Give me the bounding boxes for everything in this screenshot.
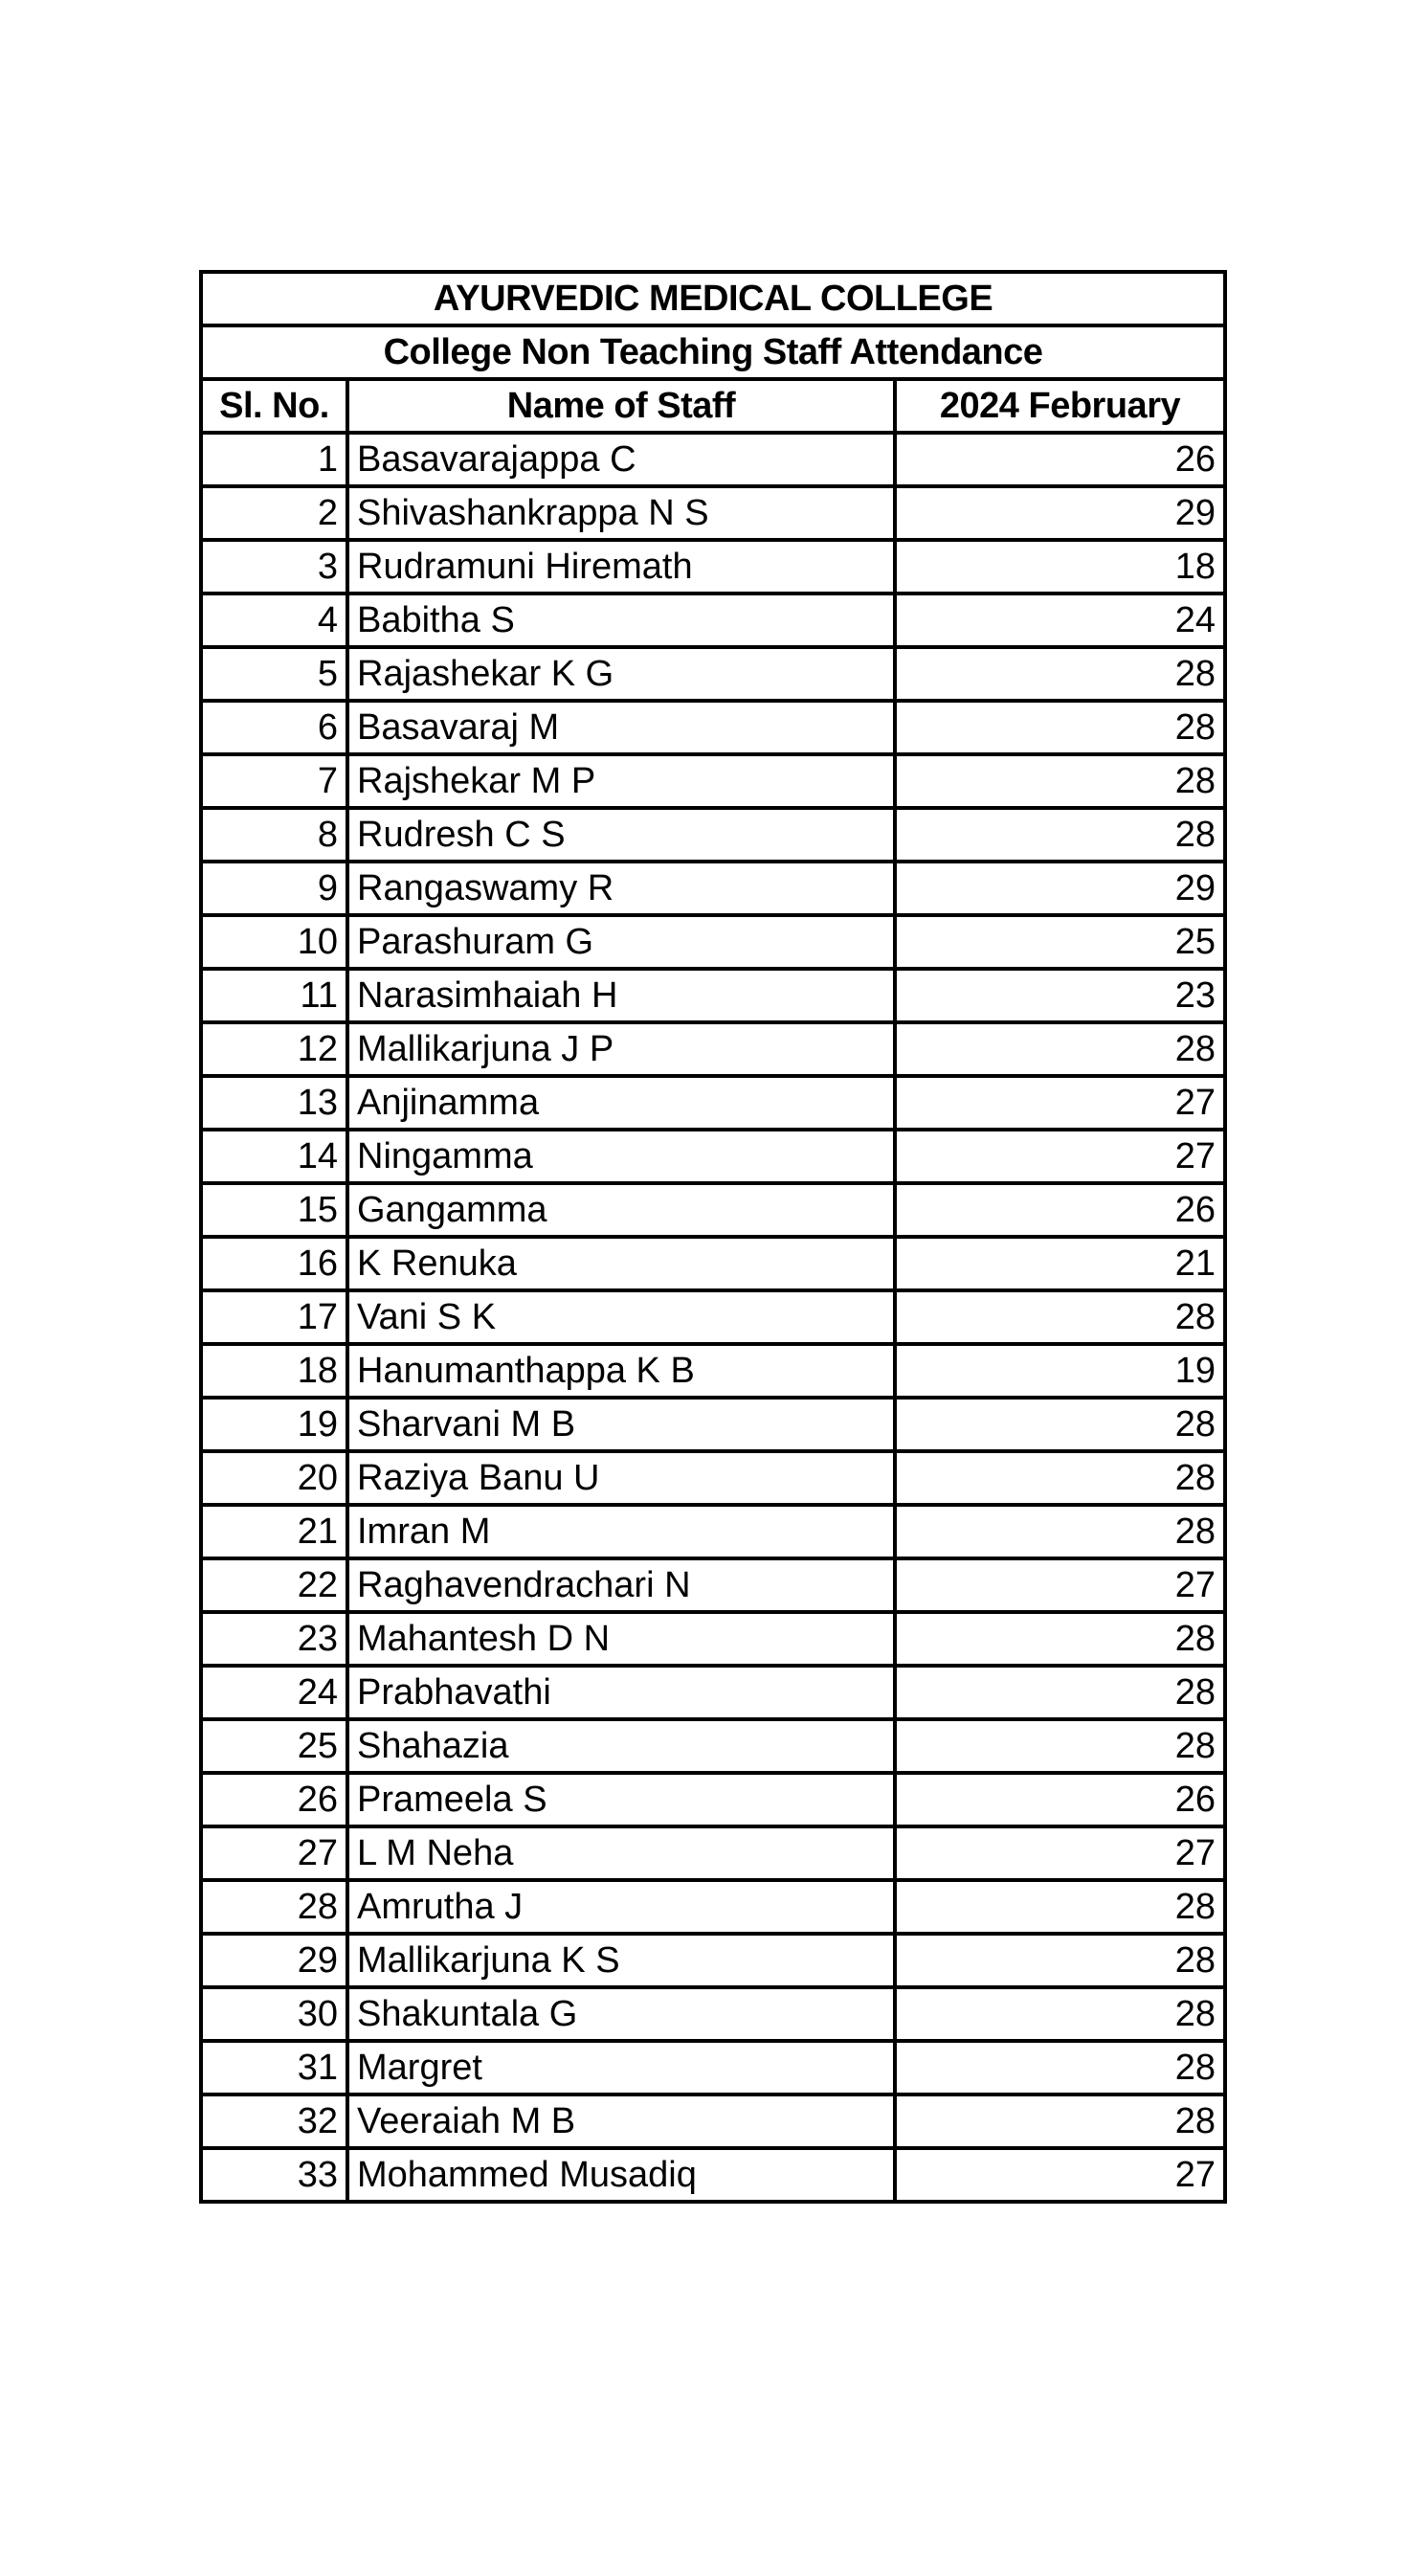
table-row bbox=[201, 1773, 1225, 1826]
attendance-days-cell: 23 bbox=[895, 969, 1225, 1022]
attendance-days-cell: 27 bbox=[895, 1826, 1225, 1880]
table-row bbox=[201, 915, 1225, 969]
sl-no-cell: 21 bbox=[201, 1505, 347, 1558]
staff-name-cell: Raghavendrachari N bbox=[347, 1558, 895, 1612]
sheet-subtitle: College Non Teaching Staff Attendance bbox=[201, 325, 1225, 379]
table-row bbox=[201, 1183, 1225, 1237]
attendance-days-cell: 28 bbox=[895, 1880, 1225, 1934]
sl-no-cell: 4 bbox=[201, 594, 347, 647]
staff-name-cell: Imran M bbox=[347, 1505, 895, 1558]
sl-no-cell: 1 bbox=[201, 433, 347, 486]
attendance-days-cell: 27 bbox=[895, 1076, 1225, 1130]
attendance-days-cell: 27 bbox=[895, 1558, 1225, 1612]
attendance-days-cell: 28 bbox=[895, 2041, 1225, 2094]
attendance-days-cell: 28 bbox=[895, 1451, 1225, 1505]
staff-name-cell: Mahantesh D N bbox=[347, 1612, 895, 1666]
attendance-days-cell: 24 bbox=[895, 594, 1225, 647]
sl-no-cell: 23 bbox=[201, 1612, 347, 1666]
table-row bbox=[201, 1451, 1225, 1505]
attendance-days-cell: 28 bbox=[895, 1022, 1225, 1076]
table-row bbox=[201, 1826, 1225, 1880]
attendance-days-cell: 28 bbox=[895, 1719, 1225, 1773]
attendance-days-cell: 28 bbox=[895, 647, 1225, 701]
attendance-days-cell: 27 bbox=[895, 2148, 1225, 2202]
staff-name-cell: Basavarajappa C bbox=[347, 433, 895, 486]
attendance-days-cell: 29 bbox=[895, 862, 1225, 915]
staff-name-cell: Rajshekar M P bbox=[347, 754, 895, 808]
sl-no-cell: 3 bbox=[201, 540, 347, 594]
staff-name-cell: Anjinamma bbox=[347, 1076, 895, 1130]
sl-no-cell: 28 bbox=[201, 1880, 347, 1934]
title-row bbox=[201, 272, 1225, 325]
staff-name-cell: Gangamma bbox=[347, 1183, 895, 1237]
sl-no-cell: 18 bbox=[201, 1344, 347, 1398]
table-row bbox=[201, 2094, 1225, 2148]
table-row bbox=[201, 1719, 1225, 1773]
table-row bbox=[201, 1130, 1225, 1183]
attendance-days-cell: 28 bbox=[895, 2094, 1225, 2148]
attendance-days-cell: 21 bbox=[895, 1237, 1225, 1290]
sl-no-cell: 16 bbox=[201, 1237, 347, 1290]
staff-name-cell: Shahazia bbox=[347, 1719, 895, 1773]
sl-no-cell: 15 bbox=[201, 1183, 347, 1237]
sl-no-cell: 25 bbox=[201, 1719, 347, 1773]
sl-no-cell: 5 bbox=[201, 647, 347, 701]
attendance-days-cell: 25 bbox=[895, 915, 1225, 969]
table-row bbox=[201, 2148, 1225, 2202]
attendance-days-cell: 28 bbox=[895, 808, 1225, 862]
staff-name-cell: Amrutha J bbox=[347, 1880, 895, 1934]
header-sl-no: Sl. No. bbox=[201, 379, 347, 433]
table-row bbox=[201, 433, 1225, 486]
staff-name-cell: Rangaswamy R bbox=[347, 862, 895, 915]
table-row bbox=[201, 1344, 1225, 1398]
attendance-days-cell: 28 bbox=[895, 1987, 1225, 2041]
table-row bbox=[201, 969, 1225, 1022]
sl-no-cell: 8 bbox=[201, 808, 347, 862]
sl-no-cell: 2 bbox=[201, 486, 347, 540]
sl-no-cell: 22 bbox=[201, 1558, 347, 1612]
attendance-days-cell: 18 bbox=[895, 540, 1225, 594]
header-name-of-staff: Name of Staff bbox=[347, 379, 895, 433]
table-row bbox=[201, 1076, 1225, 1130]
table-row bbox=[201, 647, 1225, 701]
sl-no-cell: 11 bbox=[201, 969, 347, 1022]
attendance-days-cell: 28 bbox=[895, 1290, 1225, 1344]
table-row bbox=[201, 2041, 1225, 2094]
sl-no-cell: 19 bbox=[201, 1398, 347, 1451]
staff-name-cell: Narasimhaiah H bbox=[347, 969, 895, 1022]
table-row bbox=[201, 1398, 1225, 1451]
sl-no-cell: 27 bbox=[201, 1826, 347, 1880]
attendance-days-cell: 28 bbox=[895, 701, 1225, 754]
table-row bbox=[201, 1505, 1225, 1558]
table-row bbox=[201, 1987, 1225, 2041]
college-title: AYURVEDIC MEDICAL COLLEGE bbox=[201, 272, 1225, 325]
staff-name-cell: Rudresh C S bbox=[347, 808, 895, 862]
sl-no-cell: 30 bbox=[201, 1987, 347, 2041]
table-row bbox=[201, 701, 1225, 754]
attendance-days-cell: 26 bbox=[895, 1773, 1225, 1826]
sl-no-cell: 13 bbox=[201, 1076, 347, 1130]
table-row bbox=[201, 1666, 1225, 1719]
table-row bbox=[201, 1612, 1225, 1666]
staff-name-cell: Rajashekar K G bbox=[347, 647, 895, 701]
staff-name-cell: Rudramuni Hiremath bbox=[347, 540, 895, 594]
header-period: 2024 February bbox=[895, 379, 1225, 433]
header-row bbox=[201, 379, 1225, 433]
sl-no-cell: 24 bbox=[201, 1666, 347, 1719]
sl-no-cell: 14 bbox=[201, 1130, 347, 1183]
sl-no-cell: 26 bbox=[201, 1773, 347, 1826]
attendance-days-cell: 19 bbox=[895, 1344, 1225, 1398]
table-row bbox=[201, 1290, 1225, 1344]
staff-name-cell: Margret bbox=[347, 2041, 895, 2094]
table-row bbox=[201, 594, 1225, 647]
table-row bbox=[201, 1237, 1225, 1290]
attendance-days-cell: 28 bbox=[895, 1666, 1225, 1719]
staff-name-cell: L M Neha bbox=[347, 1826, 895, 1880]
sl-no-cell: 31 bbox=[201, 2041, 347, 2094]
sl-no-cell: 6 bbox=[201, 701, 347, 754]
sl-no-cell: 20 bbox=[201, 1451, 347, 1505]
staff-name-cell: Sharvani M B bbox=[347, 1398, 895, 1451]
sl-no-cell: 17 bbox=[201, 1290, 347, 1344]
sl-no-cell: 9 bbox=[201, 862, 347, 915]
staff-name-cell: Mohammed Musadiq bbox=[347, 2148, 895, 2202]
staff-name-cell: Hanumanthappa K B bbox=[347, 1344, 895, 1398]
table-row bbox=[201, 754, 1225, 808]
attendance-days-cell: 28 bbox=[895, 1398, 1225, 1451]
attendance-days-cell: 29 bbox=[895, 486, 1225, 540]
attendance-days-cell: 26 bbox=[895, 1183, 1225, 1237]
staff-name-cell: Mallikarjuna K S bbox=[347, 1934, 895, 1987]
table-row bbox=[201, 486, 1225, 540]
table-row bbox=[201, 540, 1225, 594]
attendance-days-cell: 26 bbox=[895, 433, 1225, 486]
table-row bbox=[201, 1022, 1225, 1076]
table-row bbox=[201, 862, 1225, 915]
subtitle-row bbox=[201, 325, 1225, 379]
attendance-days-cell: 28 bbox=[895, 1934, 1225, 1987]
staff-name-cell: Vani S K bbox=[347, 1290, 895, 1344]
attendance-days-cell: 28 bbox=[895, 754, 1225, 808]
attendance-days-cell: 28 bbox=[895, 1505, 1225, 1558]
table-row bbox=[201, 808, 1225, 862]
staff-name-cell: Raziya Banu U bbox=[347, 1451, 895, 1505]
sl-no-cell: 33 bbox=[201, 2148, 347, 2202]
staff-name-cell: Parashuram G bbox=[347, 915, 895, 969]
sl-no-cell: 32 bbox=[201, 2094, 347, 2148]
staff-name-cell: Prameela S bbox=[347, 1773, 895, 1826]
staff-name-cell: Ningamma bbox=[347, 1130, 895, 1183]
table-row bbox=[201, 1934, 1225, 1987]
sl-no-cell: 7 bbox=[201, 754, 347, 808]
staff-name-cell: Babitha S bbox=[347, 594, 895, 647]
attendance-days-cell: 27 bbox=[895, 1130, 1225, 1183]
attendance-table bbox=[199, 270, 1227, 2204]
staff-name-cell: Veeraiah M B bbox=[347, 2094, 895, 2148]
table-row bbox=[201, 1558, 1225, 1612]
attendance-sheet bbox=[199, 270, 1223, 2204]
attendance-days-cell: 28 bbox=[895, 1612, 1225, 1666]
staff-name-cell: K Renuka bbox=[347, 1237, 895, 1290]
table-row bbox=[201, 1880, 1225, 1934]
sl-no-cell: 12 bbox=[201, 1022, 347, 1076]
staff-name-cell: Shivashankrappa N S bbox=[347, 486, 895, 540]
staff-name-cell: Shakuntala G bbox=[347, 1987, 895, 2041]
sl-no-cell: 29 bbox=[201, 1934, 347, 1987]
staff-name-cell: Prabhavathi bbox=[347, 1666, 895, 1719]
sl-no-cell: 10 bbox=[201, 915, 347, 969]
staff-name-cell: Mallikarjuna J P bbox=[347, 1022, 895, 1076]
staff-name-cell: Basavaraj M bbox=[347, 701, 895, 754]
